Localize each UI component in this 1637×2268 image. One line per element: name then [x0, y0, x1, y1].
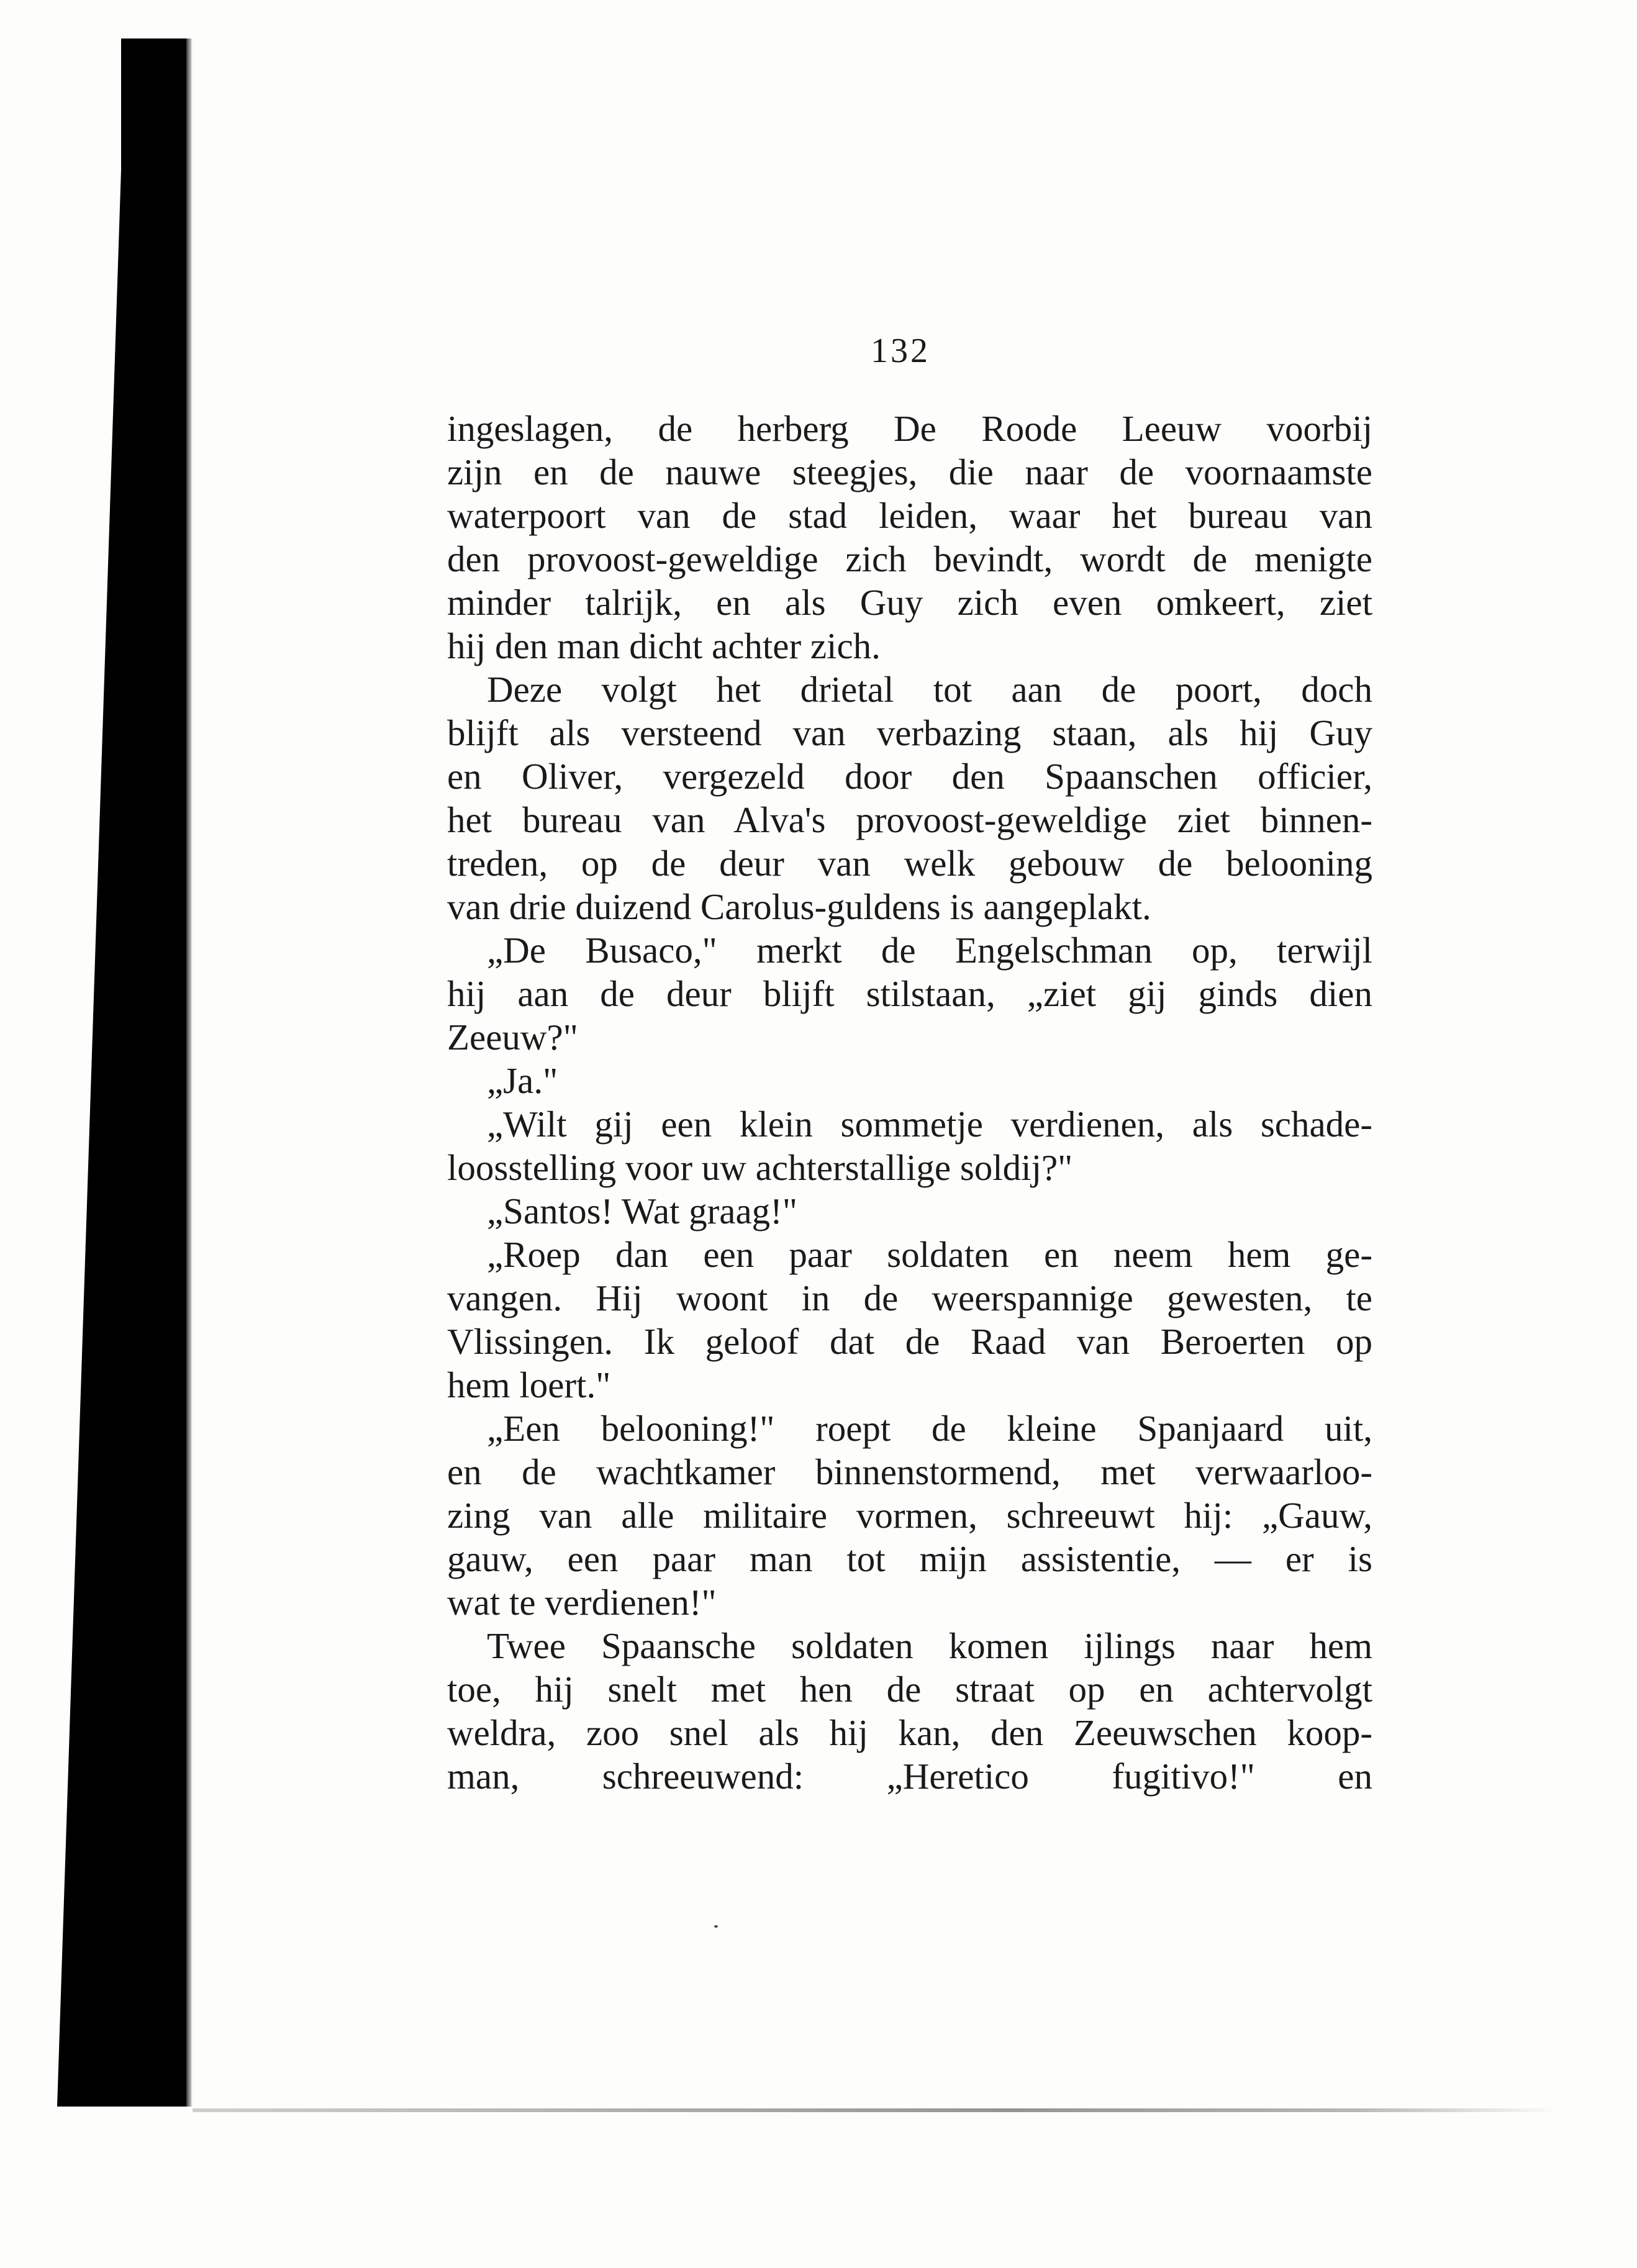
text-line: treden, op de deur van welk gebouw de belooning: [447, 843, 1372, 884]
text-line: hij den man dicht achter zich.: [447, 625, 881, 666]
text-line: toe, hij snelt met hen de straat op en achtervolgt: [447, 1669, 1372, 1710]
text-line: zing van alle militaire vormen, schreeuwt hij: „Gauw,: [447, 1495, 1372, 1536]
text-line: gauw, een paar man tot mijn assistentie, — er is: [447, 1538, 1372, 1579]
text-line: „Santos! Wat graag!": [487, 1191, 797, 1232]
text-line: „Ja.": [487, 1060, 558, 1101]
text-line: „Wilt gij een klein sommetje verdienen, als schade-: [487, 1104, 1372, 1145]
binding-shadow: [121, 39, 191, 2107]
text-line: „Een belooning!" roept de kleine Spanjaard uit,: [487, 1408, 1372, 1449]
body-text: [447, 407, 1372, 1798]
text-line: hij aan de deur blijft stilstaan, „ziet gij ginds dien: [447, 973, 1372, 1014]
text-line: weldra, zoo snel als hij kan, den Zeeuwschen koop-: [447, 1712, 1372, 1753]
text-line: ingeslagen, de herberg De Roode Leeuw voorbij: [447, 408, 1372, 449]
text-line: minder talrijk, en als Guy zich even omkeert, ziet: [447, 582, 1372, 623]
text-line: „Roep dan een paar soldaten en neem hem ge-: [487, 1234, 1372, 1275]
text-line: en Oliver, vergezeld door den Spaanschen officier,: [447, 756, 1372, 797]
text-line: blijft als versteend van verbazing staan, als hij Guy: [447, 712, 1372, 753]
text-line: waterpoort van de stad leiden, waar het bureau van: [447, 495, 1372, 536]
text-line: het bureau van Alva's provoost-geweldige ziet binnen-: [447, 799, 1372, 840]
scan-speck: [714, 1925, 718, 1928]
binding-shadow-taper: [57, 39, 125, 2107]
text-line: Twee Spaansche soldaten komen ijlings naar hem: [487, 1625, 1372, 1666]
text-line: Deze volgt het drietal tot aan de poort, doch: [487, 669, 1372, 710]
binding-edge: [186, 39, 193, 2107]
text-line: „De Busaco," merkt de Engelschman op, terwijl: [487, 930, 1372, 971]
text-line: hem loert.": [447, 1364, 611, 1405]
text-line: Vlissingen. Ik geloof dat de Raad van Beroerten op: [447, 1321, 1372, 1362]
page-number: 132: [871, 332, 930, 370]
text-line: en de wachtkamer binnenstormend, met verwaarloo-: [447, 1451, 1372, 1492]
text-line: van drie duizend Carolus-guldens is aangeplakt.: [447, 886, 1151, 927]
bottom-edge-shadow: [193, 2108, 1559, 2112]
text-line: loosstelling voor uw achterstallige soldij?": [447, 1147, 1073, 1188]
text-line: den provoost-geweldige zich bevindt, wordt de menigte: [447, 538, 1372, 579]
text-line: zijn en de nauwe steegjes, die naar de voornaamste: [447, 451, 1372, 492]
text-line: man, schreeuwend: „Heretico fugitivo!" en: [447, 1756, 1372, 1797]
text-line: vangen. Hij woont in de weerspannige gewesten, te: [447, 1277, 1372, 1318]
text-line: Zeeuw?": [447, 1017, 578, 1058]
text-line: wat te verdienen!": [447, 1582, 717, 1623]
